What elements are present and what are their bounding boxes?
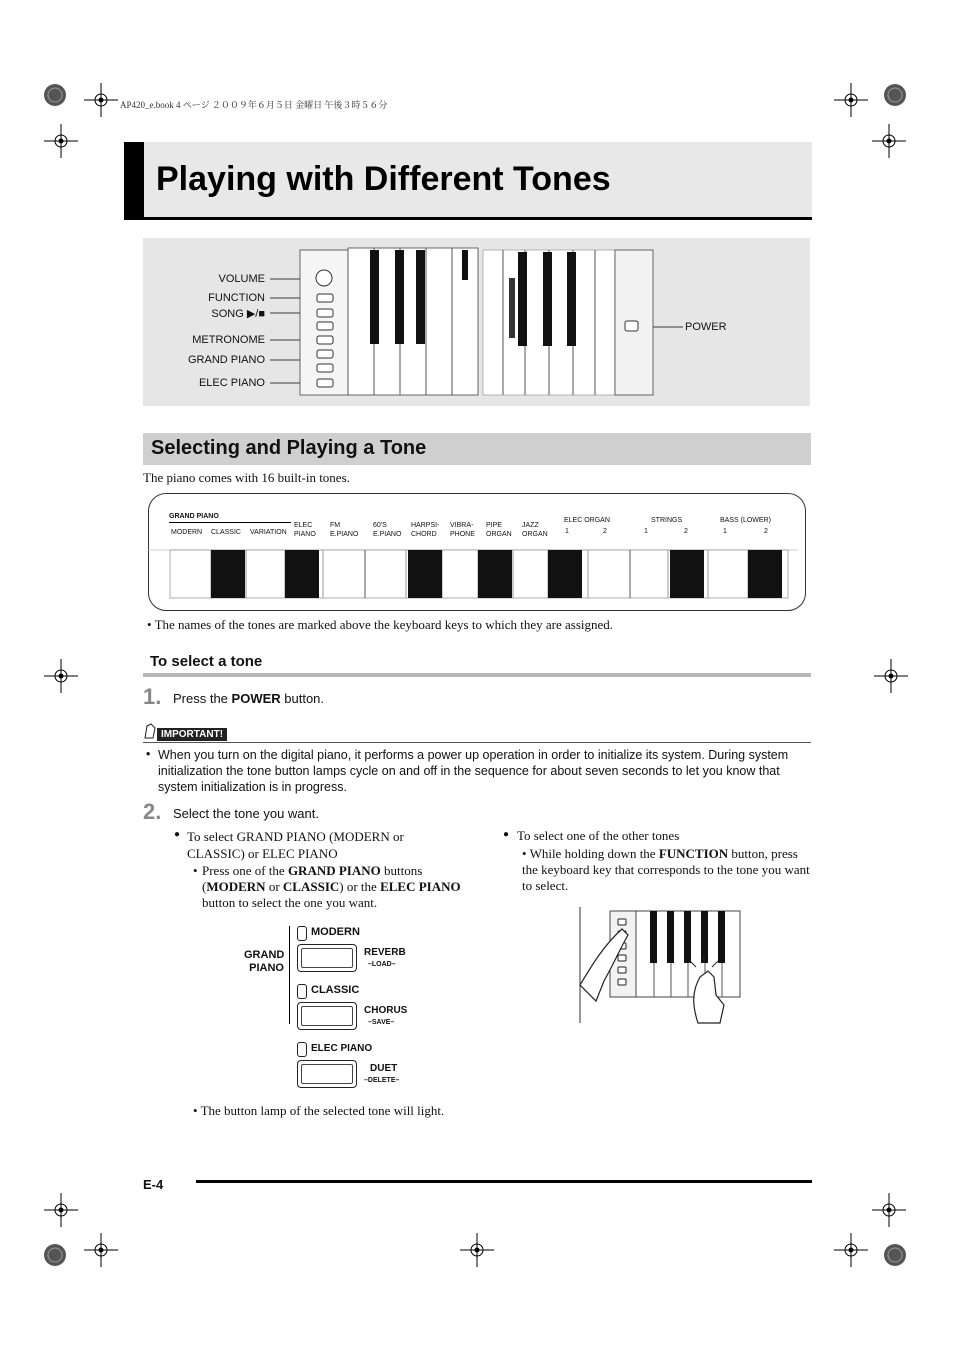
classic-button[interactable] <box>297 1002 357 1030</box>
registration-mark <box>84 1233 118 1267</box>
panel-label-volume: VOLUME <box>218 273 265 285</box>
important-tag: IMPORTANT! <box>157 728 227 741</box>
classic-lamp <box>297 984 307 999</box>
important-rule <box>143 742 811 743</box>
panel-label-elec-piano: ELEC PIANO <box>198 377 265 389</box>
group-bracket <box>289 926 290 1024</box>
registration-mark <box>872 124 906 158</box>
footer-rule <box>196 1180 812 1183</box>
tone-60s-epiano: 60'S E.PIANO <box>373 522 402 538</box>
crop-mark <box>878 78 912 112</box>
to-select-heading: To select a tone <box>150 653 263 670</box>
elec-piano-lamp <box>297 1042 307 1057</box>
page-title: Playing with Different Tones <box>156 160 611 198</box>
chorus-label: CHORUS <box>364 1005 408 1016</box>
strings-2: 2 <box>684 528 688 535</box>
section-title: Selecting and Playing a Tone <box>151 437 427 459</box>
title-accent-bar <box>124 142 144 219</box>
group-bass-lower: BASS (LOWER) <box>720 517 771 524</box>
bass-1: 1 <box>723 528 727 535</box>
step-1-number: 1. <box>143 684 162 709</box>
group-grand-underline <box>169 522 291 523</box>
registration-mark <box>44 124 78 158</box>
left-sub-text: Press one of the GRAND PIANO buttons (MODERN or CLASSIC) or the ELEC PIANO button to select the one you want. <box>202 863 461 910</box>
group-label-grand: GRAND <box>244 949 285 961</box>
panel-label-metronome: METRONOME <box>192 334 265 346</box>
elec-piano-button[interactable] <box>297 1060 357 1088</box>
registration-mark <box>44 1193 78 1227</box>
crop-mark <box>878 1238 912 1272</box>
hands-keyboard-illustration <box>574 905 744 1025</box>
duet-label: DUET <box>370 1063 398 1074</box>
crop-mark <box>38 1238 72 1272</box>
bass-2: 2 <box>764 528 768 535</box>
registration-mark <box>874 659 908 693</box>
tone-variation: VARIATION <box>250 529 287 536</box>
step-2-text: Select the tone you want. <box>173 806 319 821</box>
save-label: –SAVE– <box>368 1019 395 1026</box>
left-bullet-dot: ● <box>174 829 181 840</box>
right-sub-text: • While holding down the FUNCTION button, press the keyboard key that corresponds to the tone you want to select. <box>522 846 810 893</box>
left-bullet-text: To select GRAND PIANO (MODERN or CLASSIC) or ELEC PIANO <box>187 829 404 861</box>
registration-mark <box>460 1233 494 1267</box>
hand-pointer-icon <box>143 722 157 740</box>
load-label: –LOAD– <box>368 961 396 968</box>
registration-mark <box>872 1193 906 1227</box>
modern-lamp <box>297 926 307 941</box>
tone-classic: CLASSIC <box>211 529 241 536</box>
reverb-label: REVERB <box>364 947 406 958</box>
elec-organ-1: 1 <box>565 528 569 535</box>
left-sub-bullet: • <box>193 863 198 878</box>
tone-elec-piano: ELEC PIANO <box>294 522 316 538</box>
tone-keyboard-keys <box>148 540 804 600</box>
crop-mark <box>38 78 72 112</box>
elec-piano-label: ELEC PIANO <box>311 1043 373 1054</box>
right-bullet-dot: ● <box>503 829 510 840</box>
right-bullet-text: To select one of the other tones <box>517 828 680 843</box>
tone-jazz-organ: JAZZ ORGAN <box>522 522 548 538</box>
print-header: AP420_e.book 4 ページ ２００９年６月５日 金曜日 午後３時５６分 <box>120 100 388 110</box>
lamp-note: • The button lamp of the selected tone will light. <box>193 1103 445 1118</box>
panel-label-grand-piano: GRAND PIANO <box>187 354 265 366</box>
important-text: When you turn on the digital piano, it performs a power up operation in order to initialize its system. During system initialization the tone button lamps cycle on and off in the sequence for about seven seconds to let you know that system initialization is in progress. <box>158 748 789 794</box>
modern-label: MODERN <box>311 926 360 938</box>
group-label-piano: PIANO <box>249 962 284 974</box>
group-strings: STRINGS <box>651 517 683 524</box>
modern-button[interactable] <box>297 944 357 972</box>
elec-organ-2: 2 <box>603 528 607 535</box>
step-1-text: Press the POWER button. <box>173 691 325 706</box>
registration-mark <box>834 1233 868 1267</box>
group-elec-organ: ELEC ORGAN <box>564 517 610 524</box>
classic-label: CLASSIC <box>311 984 360 996</box>
piano-panel-drawing <box>143 238 810 406</box>
group-grand-piano: GRAND PIANO <box>169 513 219 520</box>
tone-harpsichord: HARPSI- CHORD <box>411 522 440 538</box>
panel-label-song: SONG ▶/■ <box>211 308 265 320</box>
title-rule <box>124 217 812 220</box>
step-2-number: 2. <box>143 799 162 824</box>
panel-label-power: POWER <box>685 321 727 333</box>
note-names-text: • The names of the tones are marked above the keyboard keys to which they are assigned. <box>147 617 614 632</box>
intro-text: The piano comes with 16 built-in tones. <box>143 470 350 485</box>
registration-mark <box>44 659 78 693</box>
sub-rule <box>143 673 811 677</box>
important-bullet: • <box>146 747 151 761</box>
tone-modern: MODERN <box>171 529 203 536</box>
delete-label: –DELETE– <box>364 1077 400 1084</box>
tone-vibraphone: VIBRA- PHONE <box>450 522 475 538</box>
panel-label-function: FUNCTION <box>208 292 265 304</box>
tone-pipe-organ: PIPE ORGAN <box>486 522 512 538</box>
registration-mark <box>84 83 118 117</box>
registration-mark <box>834 83 868 117</box>
strings-1: 1 <box>644 528 648 535</box>
page-number: E-4 <box>143 1177 164 1192</box>
tone-fm-epiano: FM E.PIANO <box>330 522 359 538</box>
